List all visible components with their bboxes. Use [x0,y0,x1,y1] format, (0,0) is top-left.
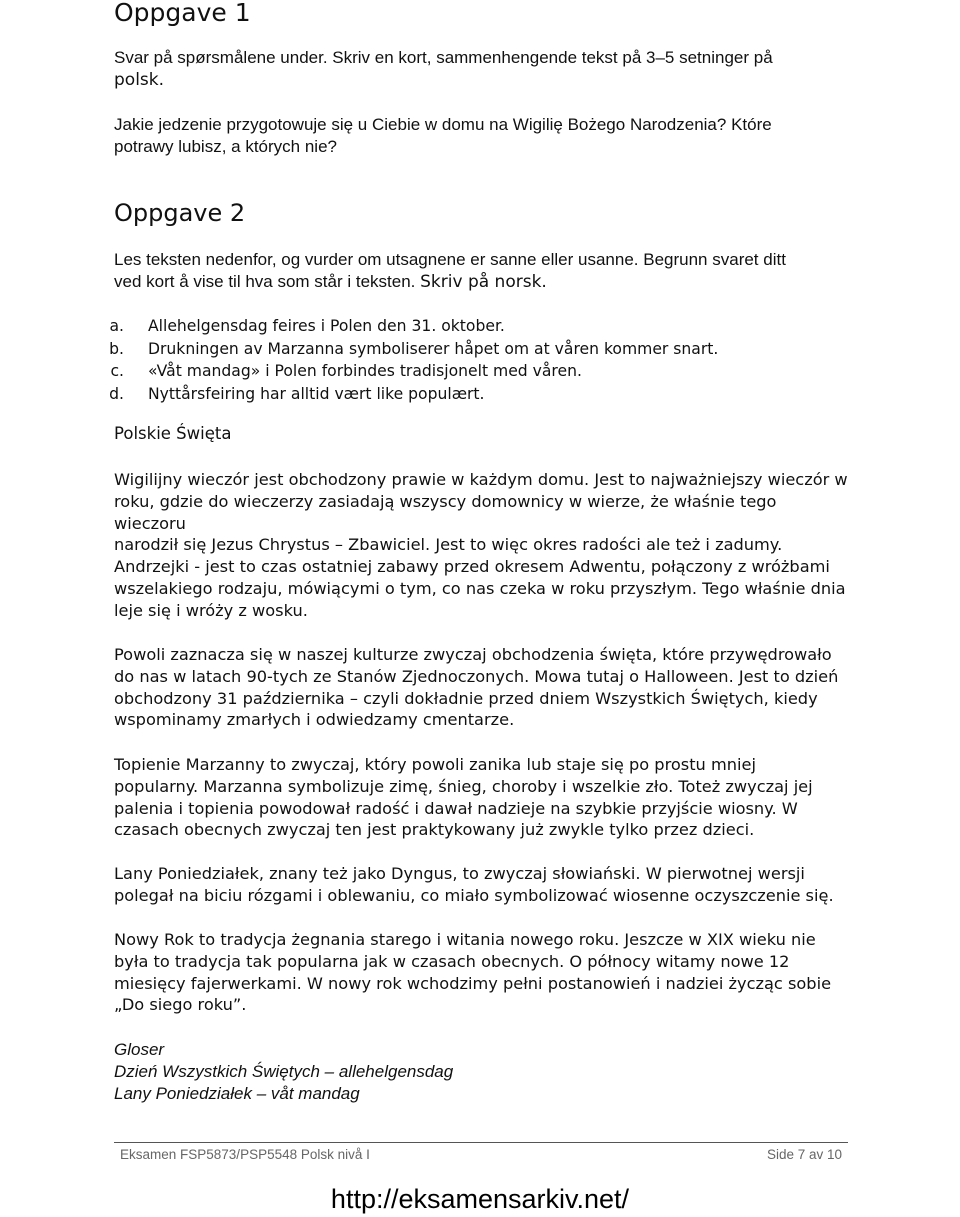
paragraph-text: Powoli zaznacza się w naszej kulturze zwyczaj obchodzenia święta, które przywędrowało [114,645,832,664]
paragraph-text: palenia i topienia powodował radość i dawał nadzieje na szybkie przyjście wiosny. W [114,798,798,818]
paragraph-text: wszelakiego rodzaju, mówiącymi o tym, co nas czeka w roku przyszłym. Tego właśnie dnia [114,578,846,598]
statement-text: Drukningen av Marzanna symboliserer håpet om at våren kommer snart. [148,339,719,358]
footer-divider [114,1142,848,1143]
statement-text: Nyttårsfeiring har alltid vært like populært. [148,384,485,403]
oppgave-2-heading: Oppgave 2 [114,199,246,227]
statement-item [109,338,719,361]
paragraph-text: jest obchodzony prawie w każdym domu. Jest to najważniejszy wieczór w [249,470,848,489]
oppgave-1-instruction [114,47,773,91]
statement-list [109,315,719,405]
article-paragraph-marzanna [114,754,850,841]
paragraph-text: miesięcy fajerwerkami. W nowy rok wchodzimy pełni postanowień i nadziei życząc sobie [114,973,832,993]
article-paragraph-lany-poniedzialek [114,863,850,907]
question-line: Jakie jedzenie przygotowuje się u Ciebie w domu na Wigilię Bożego Narodzenia? Które [114,115,772,134]
paragraph-text: . Jest to dzień [728,666,839,686]
instruction-line: polsk. [114,70,165,90]
statement-item [109,315,718,338]
paragraph-text: wspominamy zmarłych i odwiedzamy cmentarze. [114,710,515,730]
statement-item [109,383,718,406]
paragraph-text: - jest to czas ostatniej zabawy przed okresem Adwentu, połączony z wróżbami [189,557,830,576]
paragraph-text: była to tradycja tak popularna jak w czasach obecnych. O północy witamy nowe 12 [114,951,790,971]
term-andrzejki: Andrzejki [114,557,190,576]
oppgave-2-instruction [114,249,786,293]
term-halloween: Halloween [644,666,729,686]
paragraph-text: obchodzony 31 października – czyli dokładnie przed dniem [114,688,596,708]
paragraph-text: , znany też jako [258,864,392,883]
glossary-entry: Lany Poniedziałek – våt mandag [114,1084,360,1103]
paragraph-text: to tradycja żegnania starego i witania nowego roku. Jeszcze w XIX wieku nie [193,930,816,949]
term-do-siego-roku: Do siego roku [121,995,233,1015]
glossary-title: Gloser [114,1040,165,1059]
term-lany-poniedzialek: Lany Poniedziałek [114,864,259,883]
term-dyngus: Dyngus [391,864,453,883]
statement-item [110,360,718,383]
paragraph-text: , to zwyczaj słowiański. W pierwotnej wersji [452,864,805,883]
term-wigilijny-wieczor: Wigilijny wieczór [114,470,250,489]
paragraph-text: „ [114,995,122,1015]
paragraph-text: ”. [232,995,247,1015]
article-paragraph-nowy-rok [114,929,850,1016]
glossary-entry: Dzień Wszystkich Świętych – allehelgensdag [114,1062,454,1081]
statement-letter: c. [110,362,124,380]
paragraph-text: roku, gdzie do wieczerzy zasiadają wszyscy domownicy w wierze, że właśnie tego wieczoru [114,491,777,533]
statement-text: Allehelgensdag feires i Polen den 31. oktober. [148,317,505,335]
paragraph-text: popularny. Marzanna symbolizuje zimę, śnieg, choroby i wszelkie zło. Toteż zwyczaj jej [114,776,813,796]
article-paragraph-halloween [114,644,850,731]
article-paragraph-wigilia [114,469,850,556]
term-wszystkich-swietych: Wszystkich Świętych [595,688,764,708]
paragraph-text: do nas w latach 90-tych ze Stanów Zjednoczonych. Mowa tutaj o [114,666,645,686]
paragraph-text: polegał na biciu rózgami i oblewaniu, co miało symbolizować wiosenne oczyszczenie się. [114,885,834,905]
question-line: potrawy lubisz, a których nie? [114,137,337,156]
statement-letter: a. [109,317,124,335]
paragraph-text: to zwyczaj, który powoli zanika lub staje się po prostu mniej [264,755,756,774]
paragraph-text: , kiedy [763,688,818,708]
term-topienie-marzanny: Topienie Marzanny [114,755,265,774]
statement-letter: d. [109,384,124,403]
term-nowy-rok: Nowy Rok [114,930,194,949]
footer-page-number: Side 7 av 10 [767,1147,843,1162]
oppgave-1-question [114,114,772,158]
glossary [114,1039,453,1105]
instruction-line: Svar på spørsmålene under. Skriv en kort, sammenhengende tekst på 3–5 setninger på [114,48,773,67]
paragraph-text: narodził się Jezus Chrystus – Zbawiciel. Jest to więc okres radości ale też i zadumy. [114,535,783,555]
instruction-emphasis: Skriv på norsk. [420,272,547,292]
article-paragraph-andrzejki [114,556,850,621]
paragraph-text: czasach obecnych zwyczaj ten jest praktykowany już zwykle tylko przez dzieci. [114,820,755,840]
footer-exam-title: Eksamen FSP5873/PSP5548 Polsk nivå I [120,1147,370,1162]
statement-letter: b. [109,339,124,358]
oppgave-1-heading: Oppgave 1 [114,0,251,27]
statement-text: «Våt mandag» i Polen forbindes tradisjonelt med våren. [148,362,582,380]
instruction-line: Les teksten nedenfor, og vurder om utsagnene er sanne eller usanne. Begrunn svaret ditt [114,250,786,269]
article-title: Polskie Święta [114,424,232,443]
paragraph-text: leje się i wróży z wosku. [114,600,308,620]
watermark-url: http://eksamensarkiv.net/ [330,1184,630,1214]
instruction-line: ved kort å vise til hva som står i teksten. [114,272,421,291]
